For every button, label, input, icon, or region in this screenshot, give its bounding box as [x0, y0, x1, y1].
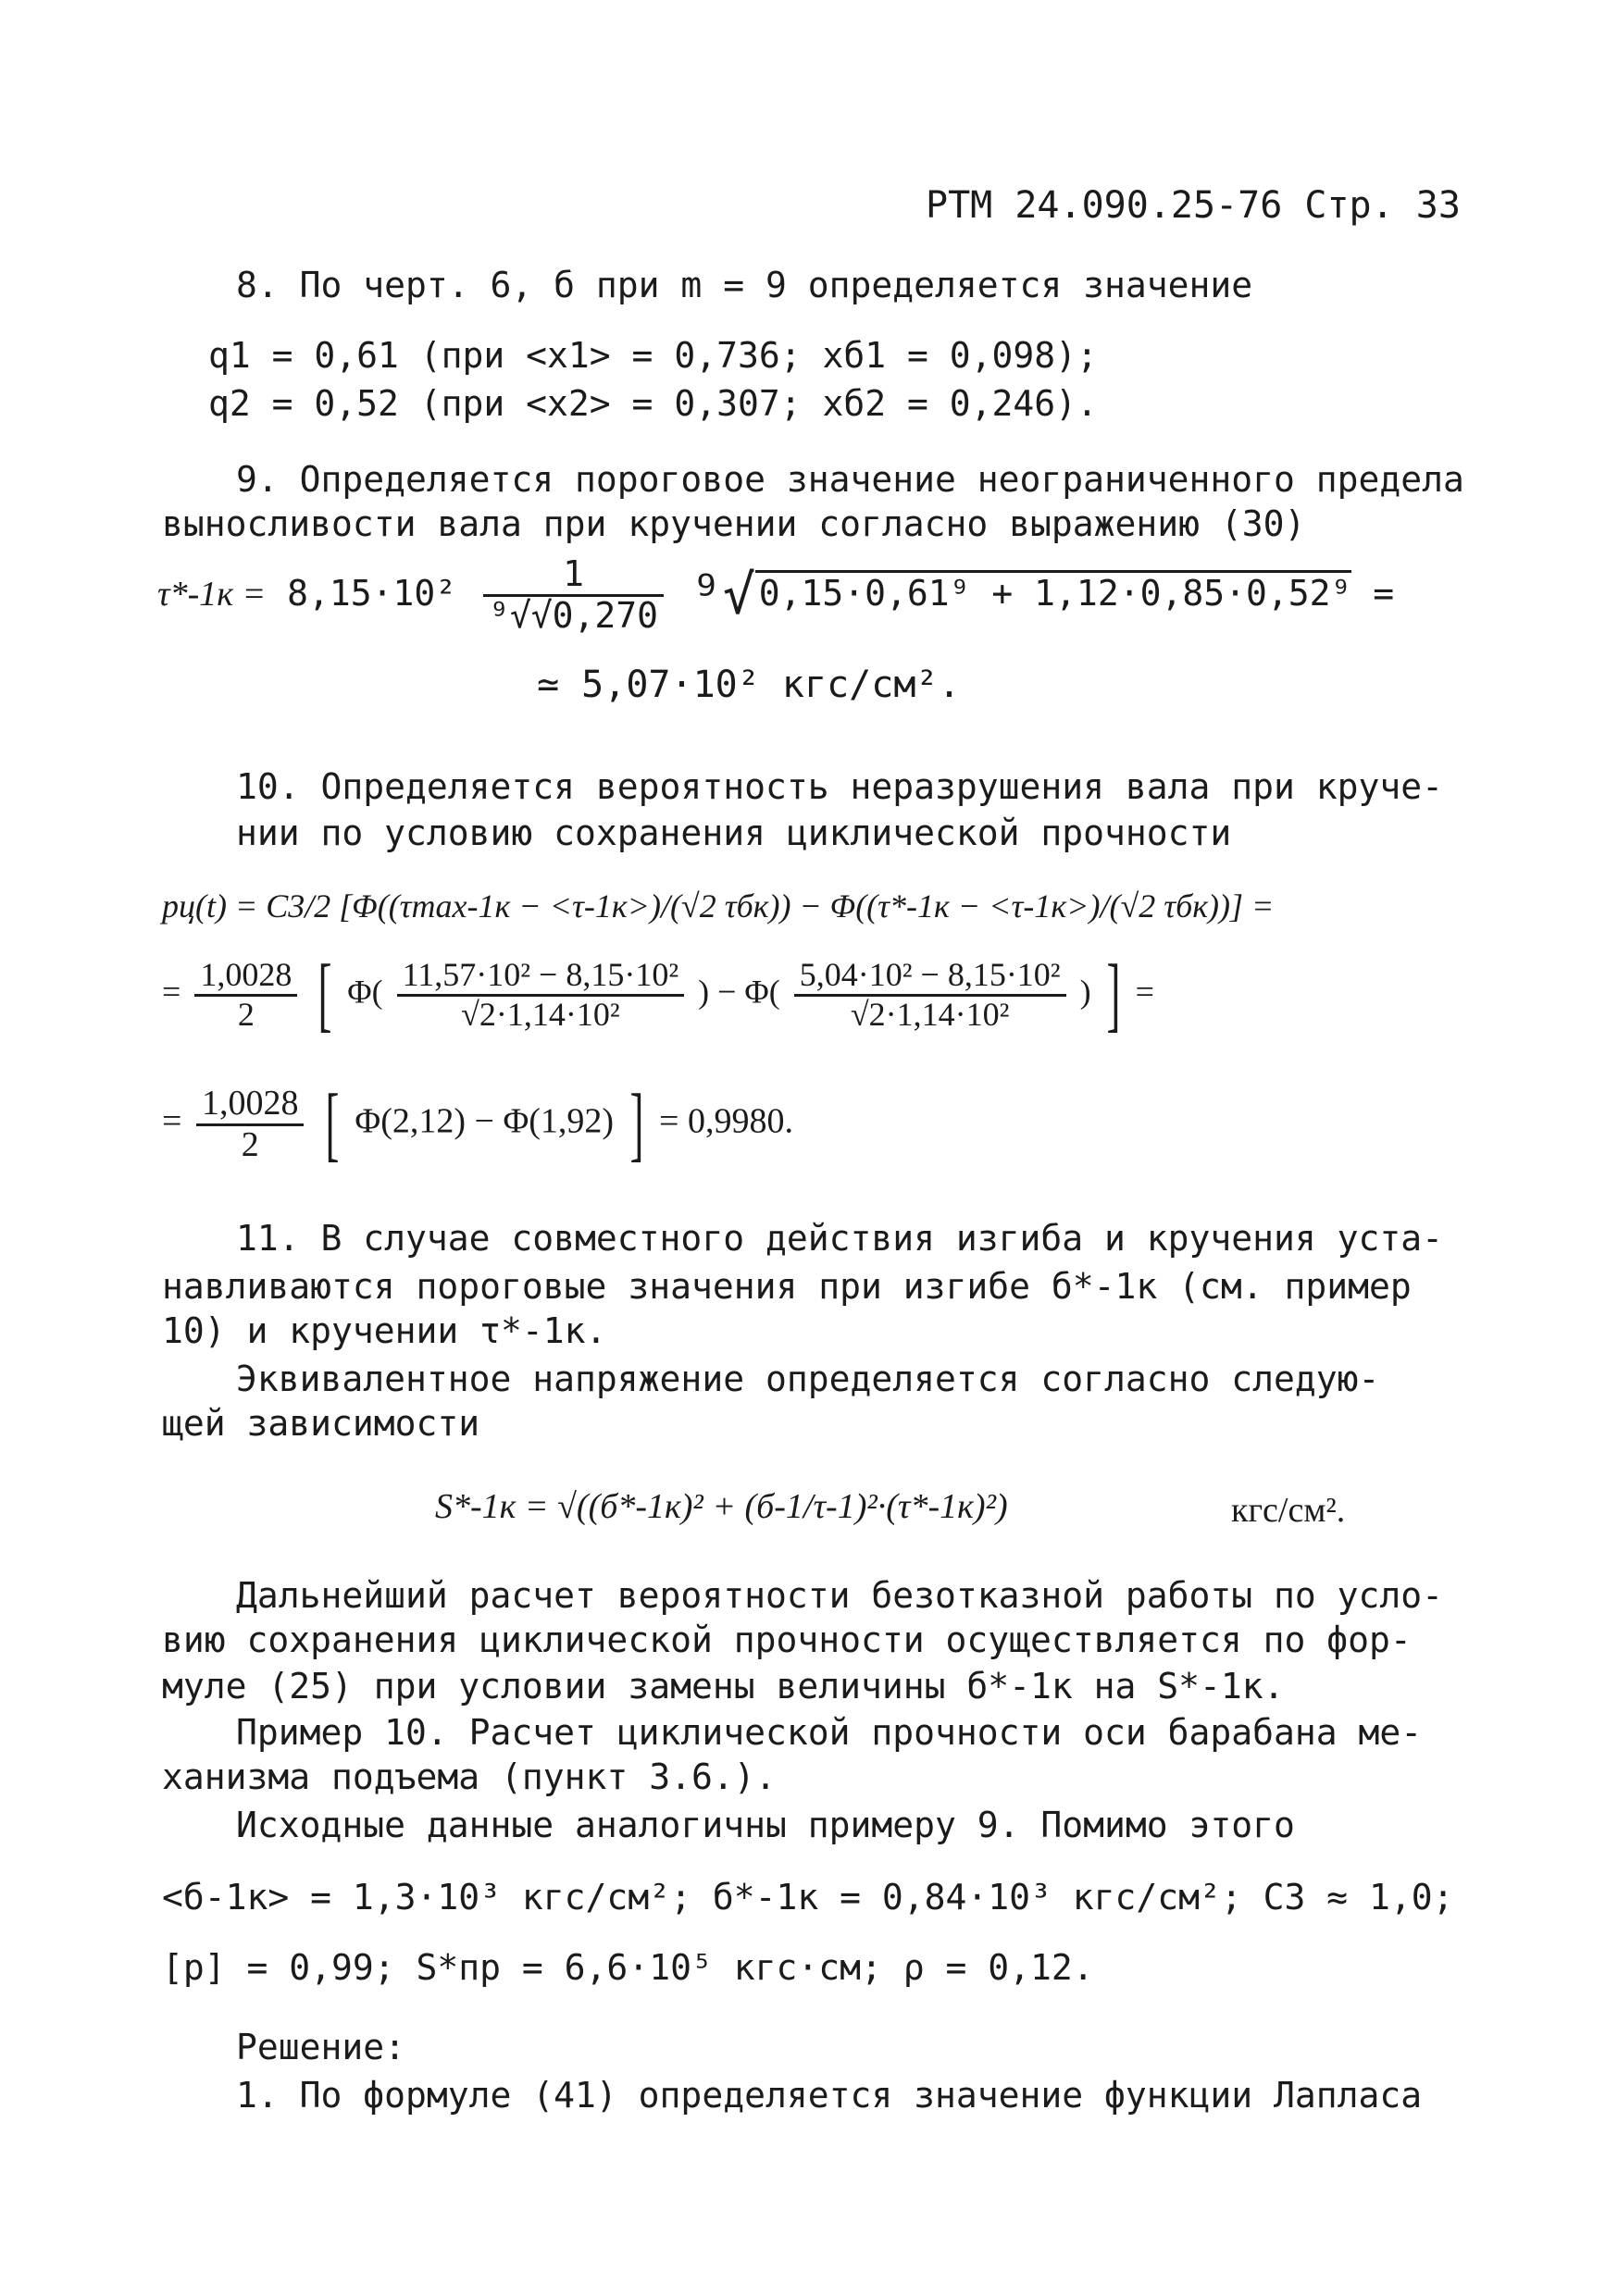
- item10-formula3: = $\frac{1,0028}{2}$ [ Φ(2,12) − Φ(1,92) ] = 0,9980.: [162, 1078, 793, 1170]
- item9-line2: выносливости вала при кручении согласно выражению (30): [162, 503, 1306, 544]
- item10-f3-body: Φ(2,12) − Φ(1,92): [355, 1101, 615, 1141]
- para-line3: муле (25) при условии замены величины б*-1к на S*-1к.: [162, 1666, 1285, 1706]
- item10-f2-a-den: √2·1,14·10²: [461, 995, 620, 1033]
- item11-formula: S*-1к = √((б*-1к)² + (б-1/τ-1)²·(τ*-1к)²): [435, 1487, 1008, 1526]
- item10-f2-b-den: √2·1,14·10²: [850, 995, 1010, 1033]
- item11-line1: 11. В случае совместного действия изгиба и кручения уста-: [236, 1218, 1444, 1259]
- item11-line5: щей зависимости: [162, 1403, 480, 1444]
- item8-q1: q1 = 0,61 (при <x1> = 0,736; xб1 = 0,098);: [208, 335, 1098, 376]
- solution-title: Решение:: [236, 2027, 406, 2067]
- item11-line3: 10) и кручении τ*-1к.: [162, 1310, 607, 1351]
- item10-line1: 10. Определяется вероятность неразрушения вала при круче-: [236, 766, 1444, 807]
- example10-line4: <б-1к> = 1,3·10³ кгс/см²; б*-1к = 0,84·10³ кгс/см²; C3 ≈ 1,0;: [162, 1877, 1454, 1917]
- left-bracket: [: [325, 1078, 340, 1170]
- item10-f2-a: [397, 957, 685, 1033]
- example10-line1: Пример 10. Расчет циклической прочности оси барабана ме-: [236, 1712, 1423, 1753]
- item9-frac-num: 1: [483, 555, 664, 597]
- item10-formula2: = $\frac{1,0028}{2}$ [ Φ( $\frac{\text{11,57·10² − 8,15·10²}}{\text{√2·1,14·10²}}$ ) − Φ( $\frac{\text{5,04·10² − 8,15·10²}}{\text{√2·1,14·10²}}$ ) ] =: [162, 949, 1154, 1040]
- item10-f2-a-num: 11,57·10² − 8,15·10²: [397, 957, 685, 997]
- item9-fraction: [483, 555, 664, 636]
- solution-line1: 1. По формуле (41) определяется значение функции Лапласа: [236, 2075, 1423, 2116]
- item10-f3-coef: [196, 1085, 305, 1165]
- item9-frac-den: ⁹√√0,270: [489, 594, 659, 636]
- item9-coef: 8,15·10²: [287, 572, 457, 614]
- item9-radicand: 0,15·0,61⁹ + 1,12·0,85·0,52⁹: [755, 570, 1352, 614]
- item10-f3-coef-num: 1,0028: [196, 1085, 305, 1126]
- item9-lhs: τ*-1к =: [157, 574, 267, 614]
- left-bracket: [: [317, 949, 332, 1040]
- example10-line2: ханизма подъема (пункт 3.6.).: [162, 1756, 777, 1797]
- item10-f2-coef-num: 1,0028: [194, 957, 297, 997]
- ninth-root-sign: ⁹√: [690, 563, 755, 627]
- right-bracket: ]: [629, 1078, 644, 1170]
- item8-text: 8. По черт. 6, б при m = 9 определяется значение: [236, 265, 1253, 305]
- example10-line5: [p] = 0,99; S*пр = 6,6·10⁵ кгс·см; ρ = 0,12.: [162, 1947, 1094, 1988]
- item10-f2-b: [794, 957, 1066, 1033]
- item10-line2: нии по условию сохранения циклической прочности: [236, 813, 1232, 853]
- item10-f3-result: = 0,9980.: [659, 1101, 793, 1141]
- item11-line4: Эквивалентное напряжение определяется согласно следую-: [236, 1359, 1380, 1399]
- para-line1: Дальнейший расчет вероятности безотказной работы по усло-: [236, 1575, 1444, 1616]
- item10-f2-coef: [194, 957, 297, 1033]
- example10-line3: Исходные данные аналогичны примеру 9. Помимо этого: [236, 1805, 1295, 1845]
- item9-result: ≃ 5,07·10² кгс/см².: [537, 664, 961, 706]
- item8-q2: q2 = 0,52 (при <x2> = 0,307; xб2 = 0,246).: [208, 383, 1098, 424]
- item9-formula: [157, 555, 1394, 636]
- item10-f2-coef-den: 2: [237, 995, 255, 1033]
- item10-f3-coef-den: 2: [241, 1124, 259, 1164]
- item9-line1: 9. Определяется пороговое значение неограниченного предела: [236, 459, 1464, 500]
- item10-f2-b-num: 5,04·10² − 8,15·10²: [794, 957, 1066, 997]
- item11-units: кгс/см².: [1231, 1491, 1346, 1530]
- item11-line2: навливаются пороговые значения при изгибе б*-1к (см. пример: [162, 1266, 1412, 1307]
- para-line2: вию сохранения циклической прочности осуществляется по фор-: [162, 1620, 1412, 1660]
- page-header: РТМ 24.090.25-76 Стр. 33: [926, 184, 1461, 227]
- item10-formula1: pц(t) = C3/2 [Φ((τmax-1к − <τ-1к>)/(√2 τбк)) − Φ((τ*-1к − <τ-1к>)/(√2 τбк))] =: [162, 887, 1275, 925]
- right-bracket: ]: [1106, 949, 1121, 1040]
- item9-eq: =: [1373, 572, 1395, 614]
